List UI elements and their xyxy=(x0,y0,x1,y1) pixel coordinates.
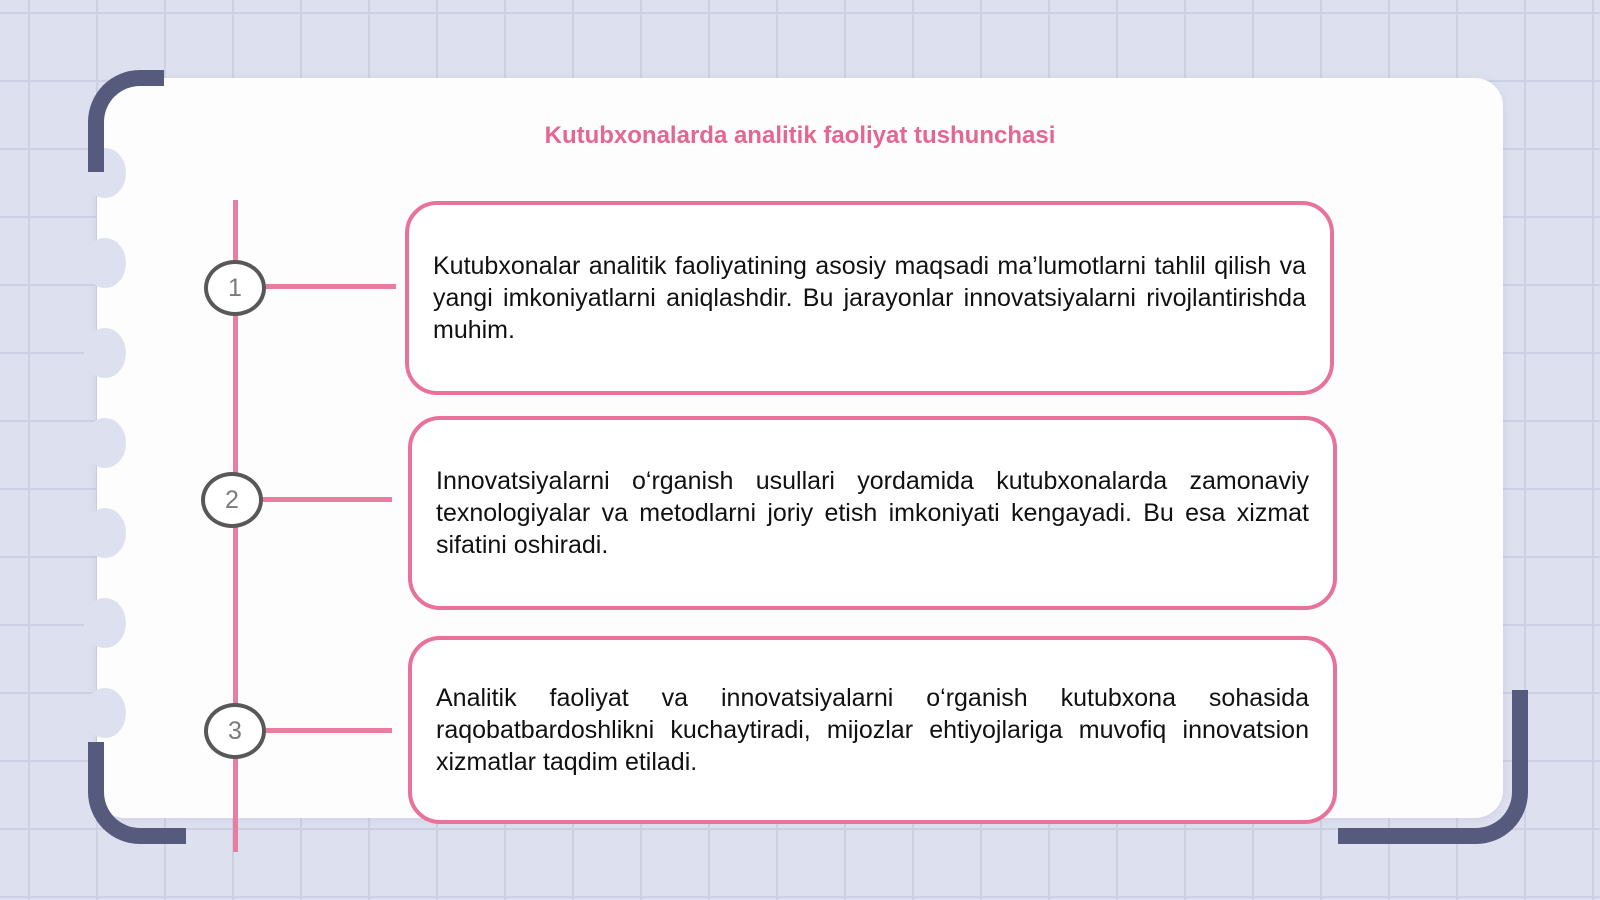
paper-notch xyxy=(84,238,126,288)
step-number-1: 1 xyxy=(204,260,266,316)
corner-bracket-bottom-left xyxy=(88,742,186,844)
paper-notch xyxy=(84,508,126,558)
step-number-2: 2 xyxy=(201,472,263,528)
info-card-text: Innovatsiyalarni o‘rganish usullari yordamida kutubxonalarda zamonaviy texnologiyalar va metodlarni joriy etish imkoniyati kengayadi. Bu esa xizmat sifatini oshiradi. xyxy=(436,467,1309,559)
info-card-3 xyxy=(408,636,1337,824)
corner-bracket-top-left xyxy=(88,70,164,172)
paper-notch xyxy=(84,418,126,468)
info-card-text: Kutubxonalar analitik faoliyatining asosiy maqsadi ma’lumotlarni tahlil qilish va yangi imkoniyatlarni aniqlashdir. Bu jarayonlar innovatsiyalarni rivojlantirishda muhim. xyxy=(433,252,1306,344)
timeline-connector xyxy=(262,497,392,502)
paper-notch xyxy=(84,598,126,648)
info-card-text: Analitik faoliyat va innovatsiyalarni o‘rganish kutubxona sohasida raqobatbardoshlikni kuchaytiradi, mijozlar ehtiyojlariga muvofiq innovatsion xizmatlar taqdim etiladi. xyxy=(436,684,1309,776)
info-card-1 xyxy=(405,201,1334,395)
timeline-connector xyxy=(266,728,392,733)
paper-notch xyxy=(84,688,126,738)
slide-title: Kutubxonalarda analitik faoliyat tushunchasi xyxy=(544,122,1056,149)
timeline-connector xyxy=(266,284,396,289)
step-number-3: 3 xyxy=(204,703,266,759)
info-card-2 xyxy=(408,416,1337,610)
corner-bracket-bottom-right xyxy=(1338,690,1528,844)
paper-notch xyxy=(84,328,126,378)
